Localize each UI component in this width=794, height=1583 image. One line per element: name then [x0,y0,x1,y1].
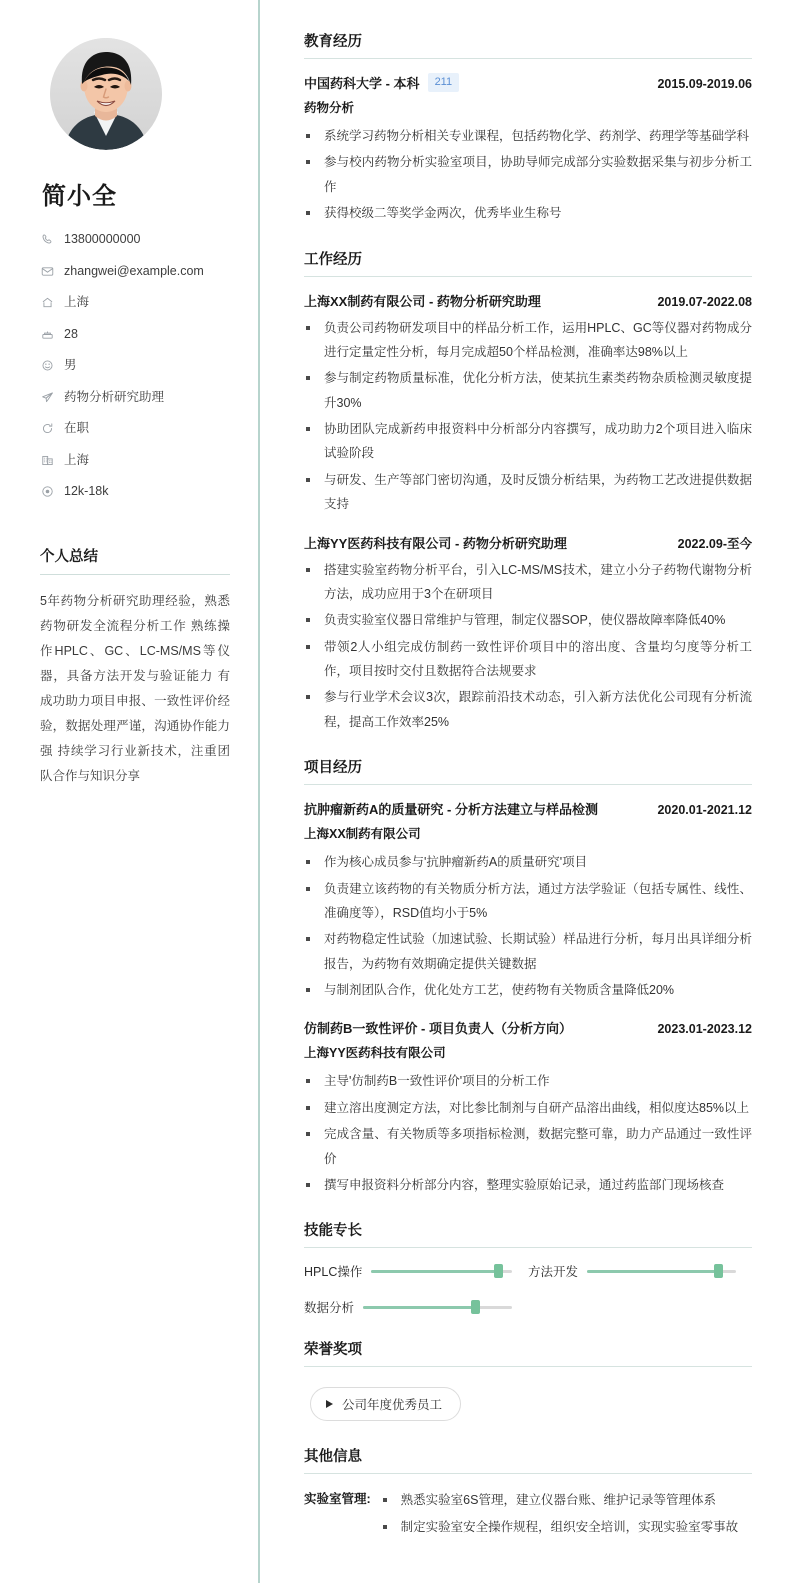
skills-section [304,1219,752,1316]
list-item: 获得校级二等奖学金两次，优秀毕业生称号 [304,201,752,225]
skill-fill [363,1306,475,1309]
list-item: 参与行业学术会议3次，跟踪前沿技术动态，引入新方法优化公司现有分析流程，提高工作效率25% [304,685,752,734]
contact-value: 28 [64,326,78,341]
work-title: 上海XX制药有限公司 - 药物分析研究助理 [304,293,541,309]
list-item: 建立溶出度测定方法，对比参比制剂与自研产品溶出曲线，相似度达85%以上 [304,1096,752,1120]
education-title [304,73,459,92]
avatar [50,38,162,150]
skill-knob[interactable] [714,1264,723,1278]
entry-header [304,73,752,92]
list-item: 负责实验室仪器日常维护与管理，制定仪器SOP，使仪器故障率降低40% [304,608,752,632]
skill-item [304,1262,528,1280]
honors-heading: 荣誉奖项 [304,1338,752,1367]
other-info-section [304,1445,752,1541]
list-item: 与研发、生产等部门密切沟通，及时反馈分析结果，为药物工艺改进提供数据支持 [304,468,752,517]
summary-text: 5年药物分析研究助理经验，熟悉药物研发全流程分析工作 熟练操作HPLC、GC、LC-MS/MS等仪器，具备方法开发与验证能力 有成功助力项目申报、一致性评价经验，数据处理严谨，沟通协作能力强 持续学习行业新技术，注重团队合作与知识分享 [40,593,230,783]
work-section [304,248,752,735]
other-info-label: 实验室管理: [304,1492,371,1507]
main-content [260,0,794,1583]
contact-value: 药物分析研究助理 [64,389,165,404]
work-bullets [304,558,752,735]
project-title: 抗肿瘤新药A的质量研究 - 分析方法建立与样品检测 [304,802,598,818]
building-icon [40,453,54,467]
honors-section [304,1338,752,1423]
entry-header [304,1018,752,1037]
skill-label: 数据分析 [304,1301,355,1316]
summary-heading: 个人总结 [40,545,230,575]
list-item: 与制剂团队合作，优化处方工艺，使药物有关物质含量降低20% [304,978,752,1002]
contact-item-phone [40,231,230,249]
skill-knob[interactable] [494,1264,503,1278]
education-major: 药物分析 [304,101,355,115]
phone-icon [40,233,54,247]
refresh-icon [40,422,54,436]
project-company: 上海YY医药科技有限公司 [304,1046,446,1061]
entry-header [304,291,752,310]
skill-label: HPLC操作 [304,1265,363,1280]
contact-value: 上海 [64,295,90,309]
list-item: 参与制定药物质量标准，优化分析方法，使某抗生素类药物杂质检测灵敏度提升30% [304,366,752,415]
education-school: 中国药科大学 - 本科 [304,76,420,91]
list-item: 制定实验室安全操作规程，组织安全培训，实现实验室零事故 [381,1515,752,1539]
list-item: 撰写申报资料分析部分内容，整理实验原始记录，通过药监部门现场核查 [304,1173,752,1197]
contact-item-status [40,420,230,438]
education-bullets [304,124,752,226]
skill-slider[interactable] [587,1270,736,1273]
list-item: 协助团队完成新药申报资料中分析部分内容撰写，成功助力2个项目进入临床试验阶段 [304,417,752,466]
gender-icon [40,359,54,373]
education-section [304,30,752,226]
summary-section [40,545,230,789]
skill-slider[interactable] [371,1270,512,1273]
profile-photo-icon [50,38,162,150]
project-date: 2023.01-2023.12 [657,1022,752,1037]
contact-value: 12k-18k [64,484,109,498]
project-entry [304,1018,752,1197]
education-date: 2015.09-2019.06 [657,77,752,91]
entry-header [304,799,752,818]
work-heading: 工作经历 [304,248,752,277]
honor-chip[interactable] [310,1387,461,1421]
coin-icon [40,485,54,499]
list-item: 作为核心成员参与'抗肿瘤新药A的质量研究'项目 [304,850,752,874]
education-heading: 教育经历 [304,30,752,59]
skill-item [304,1298,528,1316]
other-info-bullets [381,1488,752,1541]
contact-item-city [40,452,230,470]
other-info-group [304,1488,752,1541]
project-entry [304,799,752,1002]
page-title: 简小全 [42,183,117,210]
work-title: 上海YY医药科技有限公司 - 药物分析研究助理 [304,535,567,551]
project-bullets [304,1069,752,1197]
projects-section [304,756,752,1197]
skills-heading: 技能专长 [304,1219,752,1248]
entry-header [304,533,752,552]
list-item: 主导'仿制药B一致性评价'项目的分析工作 [304,1069,752,1093]
skill-fill [587,1270,718,1273]
list-item: 系统学习药物分析相关专业课程，包括药物化学、药剂学、药理学等基础学科 [304,124,752,148]
contact-item-salary [40,483,230,501]
contact-item-age [40,326,230,344]
skill-fill [371,1270,498,1273]
contact-value: 在职 [64,421,90,435]
paper-plane-icon [40,390,54,404]
contact-value: 上海 [64,452,90,467]
contact-item-position [40,389,230,407]
project-bullets [304,850,752,1002]
skill-knob[interactable] [471,1300,480,1314]
list-item: 负责建立该药物的有关物质分析方法，通过方法学验证（包括专属性、线性、准确度等），RSD值均小于5% [304,877,752,926]
contact-item-hometown [40,294,230,312]
list-item: 搭建实验室药物分析平台，引入LC-MS/MS技术，建立小分子药物代谢物分析方法，成功应用于3个在研项目 [304,558,752,607]
projects-heading: 项目经历 [304,756,752,785]
skill-list [304,1262,752,1316]
home-icon [40,296,54,310]
envelope-icon [40,264,54,278]
contact-value: 男 [64,358,77,372]
list-item: 完成含量、有关物质等多项指标检测，数据完整可靠，助力产品通过一致性评价 [304,1122,752,1171]
contact-value: 13800000000 [64,232,141,246]
project-title: 仿制药B一致性评价 - 项目负责人（分析方向） [304,1021,572,1037]
project-date: 2020.01-2021.12 [657,803,752,818]
list-item: 负责公司药物研发项目中的样品分析工作，运用HPLC、GC等仪器对药物成分进行定量定性分析，每月完成超50个样品检测，准确率达98%以上 [304,316,752,365]
skill-label: 方法开发 [528,1265,579,1280]
list-item: 参与校内药物分析实验室项目，协助导师完成部分实验数据采集与初步分析工作 [304,150,752,199]
contact-item-email [40,263,230,281]
cake-icon [40,327,54,341]
list-item: 对药物稳定性试验（加速试验、长期试验）样品进行分析，每月出具详细分析报告，为药物有效期确定提供关键数据 [304,927,752,976]
skill-item [528,1262,752,1280]
contact-value: zhangwei@example.com [64,263,204,278]
work-date: 2022.09-至今 [677,536,752,551]
project-company: 上海XX制药有限公司 [304,827,421,842]
play-triangle-icon [326,1400,333,1408]
work-date: 2019.07-2022.08 [657,294,752,309]
contact-list [40,231,230,501]
honor-label: 公司年度优秀员工 [342,1398,443,1413]
skill-slider[interactable] [363,1306,512,1309]
contact-item-gender [40,357,230,375]
list-item: 带领2人小组完成仿制药一致性评价项目中的溶出度、含量均匀度等分析工作，项目按时交付且数据符合法规要求 [304,635,752,684]
honor-list [304,1381,752,1423]
education-entry [304,73,752,226]
status-badge: 211 [428,73,460,92]
work-entry [304,533,752,735]
other-info-heading: 其他信息 [304,1445,752,1474]
work-entry [304,291,752,517]
list-item: 熟悉实验室6S管理，建立仪器台账、维护记录等管理体系 [381,1488,752,1512]
sidebar [0,0,260,1583]
work-bullets [304,316,752,517]
